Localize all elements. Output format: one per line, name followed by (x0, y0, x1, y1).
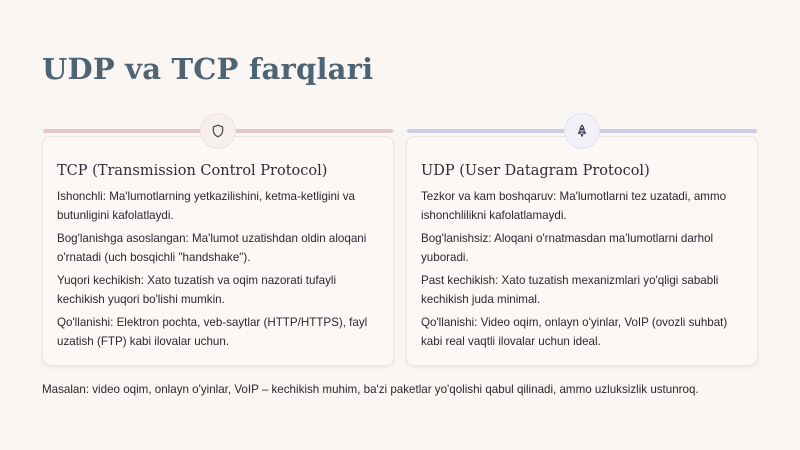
tcp-card-title: TCP (Transmission Control Protocol) (57, 163, 328, 179)
tcp-item-connection: Bog'lanishga asoslangan: Ma'lumot uzatishdan oldin aloqani o'rnatadi (uch bosqichli "handshake"). (57, 232, 367, 264)
udp-card-title: UDP (User Datagram Protocol) (421, 163, 650, 179)
udp-card (406, 136, 758, 366)
shield-icon (200, 113, 236, 149)
tcp-item-latency: Yuqori kechikish: Xato tuzatish va oqim nazorati tufayli kechikish yuqori bo'lishi mumkin. (57, 274, 337, 306)
tcp-item-reliable: Ishonchli: Ma'lumotlarning yetkazilishini, ketma-ketligini va butunligini kafolatlaydi. (57, 190, 355, 222)
tcp-item-usage: Qo'llanishi: Elektron pochta, veb-saytlar (HTTP/HTTPS), fayl uzatish (FTP) kabi ilovalar uchun. (57, 316, 368, 348)
udp-item-usage: Qo'llanishi: Video oqim, onlayn o'yinlar, VoIP (ovozli suhbat) kabi real vaqtli ilovalar uchun ideal. (421, 316, 728, 348)
example-note: Masalan: video oqim, onlayn o'yinlar, VoIP – kechikish muhim, ba'zi paketlar yo'qolishi qabul qilinadi, ammo uzluksizlik ustunroq. (42, 383, 699, 396)
udp-item-fast: Tezkor va kam boshqaruv: Ma'lumotlarni tez uzatadi, ammo ishonchlilikni kafolatlamaydi. (421, 190, 727, 222)
slide-title: UDP va TCP farqlari (42, 52, 374, 86)
udp-item-connectionless: Bog'lanishsiz: Aloqani o'rnatmasdan ma'lumotlarni darhol yuboradi. (421, 232, 714, 264)
tcp-card (42, 136, 394, 366)
udp-item-latency: Past kechikish: Xato tuzatish mexanizmlari yo'qligi sababli kechikish juda minimal. (421, 274, 719, 306)
rocket-icon (564, 113, 600, 149)
